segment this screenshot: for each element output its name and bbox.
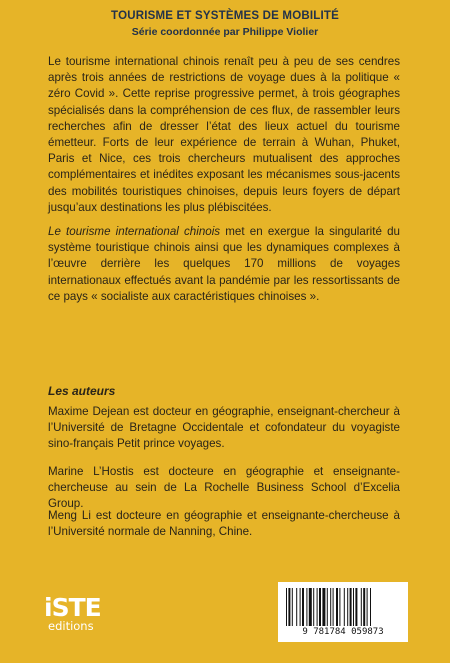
series-editor: Série coordonnée par Philippe Violier <box>131 26 319 38</box>
author-bio-3: Meng Li est docteure en géographie et enseignante-chercheuse à l’Université normale de Nanning, Chine. <box>48 509 400 539</box>
authors-heading: Les auteurs <box>48 384 116 398</box>
summary-paragraph-2-text: met en exergue la singularité du système touristique chinois ainsi que les dynamiques complexes à l’œuvre derrière les quelques 170 millions de voyages internationaux effectués avant la pandémie par les ressortissants de ce pays « socialiste aux caractéristiques chinoises ». <box>48 225 400 303</box>
author-bio-2: Marine L’Hostis est docteure en géographie et enseignante-chercheuse au sein de La Rochelle Business School d’Excelia Group. <box>48 465 400 511</box>
author-bio-1: Maxime Dejean est docteur en géographie, enseignant-chercheur à l’Université de Bretagne Occidentale et cofondateur du voyagiste sino-français Petit prince voyages. <box>48 405 400 451</box>
publisher-logo-sub: editions <box>48 619 94 633</box>
barcode <box>278 582 408 642</box>
barcode-bars <box>286 588 400 626</box>
publisher-logo-main: iSTE <box>44 593 101 622</box>
series-title: TOURISME ET SYSTÈMES DE MOBILITÉ <box>111 10 339 22</box>
summary-paragraph-1: Le tourisme international chinois renaît peu à peu de ses cendres après trois années de restrictions de voyage dues à la politique « zéro Covid ». Cette reprise progressive permet, à trois géographes spécialisés dans la compréhension de ces flux, de rassembler leurs recherches afin de dresser l’état des lieux actuel du tourisme émetteur. Forts de leur expérience de terrain à Wuhan, Phuket, Paris et Nice, ces trois chercheurs mutualisent des approches complémentaires et inédites exposant les mécanismes sous-jacents des mobilités touristiques chinoises, depuis leurs foyers de départ jusqu’aux destinations les plus plébiscitées. <box>48 55 400 214</box>
isbn-number: 9 781784 059873 <box>302 627 384 637</box>
publisher-logo <box>44 593 144 633</box>
summary-paragraph-2 <box>48 224 400 305</box>
book-title-italic: Le tourisme international chinois <box>48 225 221 238</box>
